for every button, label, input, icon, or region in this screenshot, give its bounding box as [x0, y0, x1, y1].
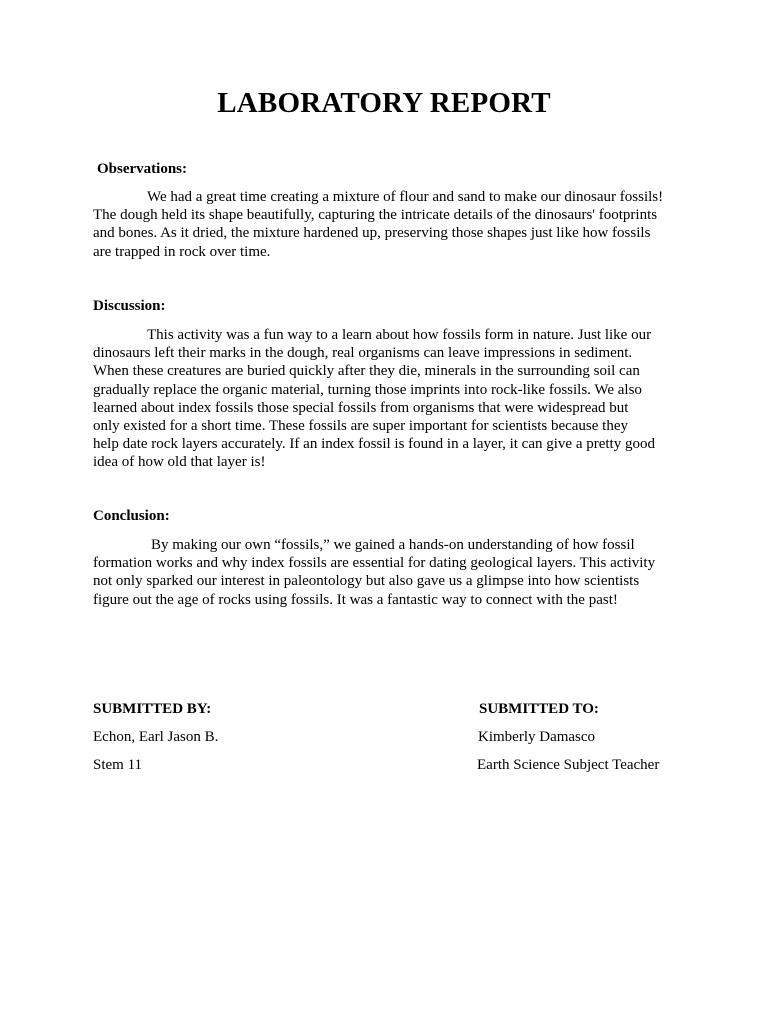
conclusion-paragraph — [93, 536, 683, 609]
observations-paragraph — [93, 188, 683, 261]
discussion-line: When these creatures are buried quickly after they die, minerals in the surrounding soil can — [93, 363, 640, 380]
discussion-line: help date rock layers accurately. If an index fossil is found in a layer, it can give a pretty good — [93, 436, 655, 453]
discussion-line: idea of how old that layer is! — [93, 454, 266, 471]
observations-line: We had a great time creating a mixture of flour and sand to make our dinosaur fossils! — [147, 189, 664, 205]
submitted-to-label: SUBMITTED TO: — [479, 701, 599, 717]
conclusion-line: By making our own “fossils,” we gained a hands-on understanding of how fossil — [151, 537, 635, 553]
discussion-line: learned about index fossils those special fossils from organisms that were widespread but — [93, 399, 629, 416]
observations-line: The dough held its shape beautifully, capturing the intricate details of the dinosaurs' footprints — [93, 207, 658, 224]
observations-line: are trapped in rock over time. — [93, 243, 271, 260]
submitted-by-name: Echon, Earl Jason B. — [93, 729, 219, 745]
submitted-by-label: SUBMITTED BY: — [93, 701, 212, 717]
conclusion-line: formation works and why index fossils are essential for dating geological layers. This activity — [93, 555, 656, 572]
report-title: LABORATORY REPORT — [217, 87, 551, 119]
discussion-paragraph — [93, 326, 683, 472]
conclusion-line: not only sparked our interest in paleontology but also gave us a glimpse into how scientists — [93, 573, 640, 590]
discussion-line: gradually replace the organic material, turning those imprints into rock-like fossils. We also — [93, 381, 642, 398]
observations-line: and bones. As it dried, the mixture hardened up, preserving those shapes just like how fossils — [93, 225, 651, 242]
discussion-line: only existed for a short time. These fossils are super important for scientists because they — [93, 418, 629, 435]
observations-heading: Observations: — [97, 161, 187, 177]
submitted-to-name: Kimberly Damasco — [478, 729, 596, 745]
submitted-to-detail: Earth Science Subject Teacher — [477, 757, 660, 773]
conclusion-line: figure out the age of rocks using fossils. It was a fantastic way to connect with the past! — [93, 591, 618, 608]
discussion-line: dinosaurs left their marks in the dough, real organisms can leave impressions in sediment. — [93, 345, 633, 362]
conclusion-heading: Conclusion: — [93, 508, 170, 524]
submitted-by-detail: Stem 11 — [93, 757, 143, 773]
discussion-line: This activity was a fun way to a learn about how fossils form in nature. Just like our — [147, 327, 652, 343]
discussion-heading: Discussion: — [93, 298, 166, 314]
